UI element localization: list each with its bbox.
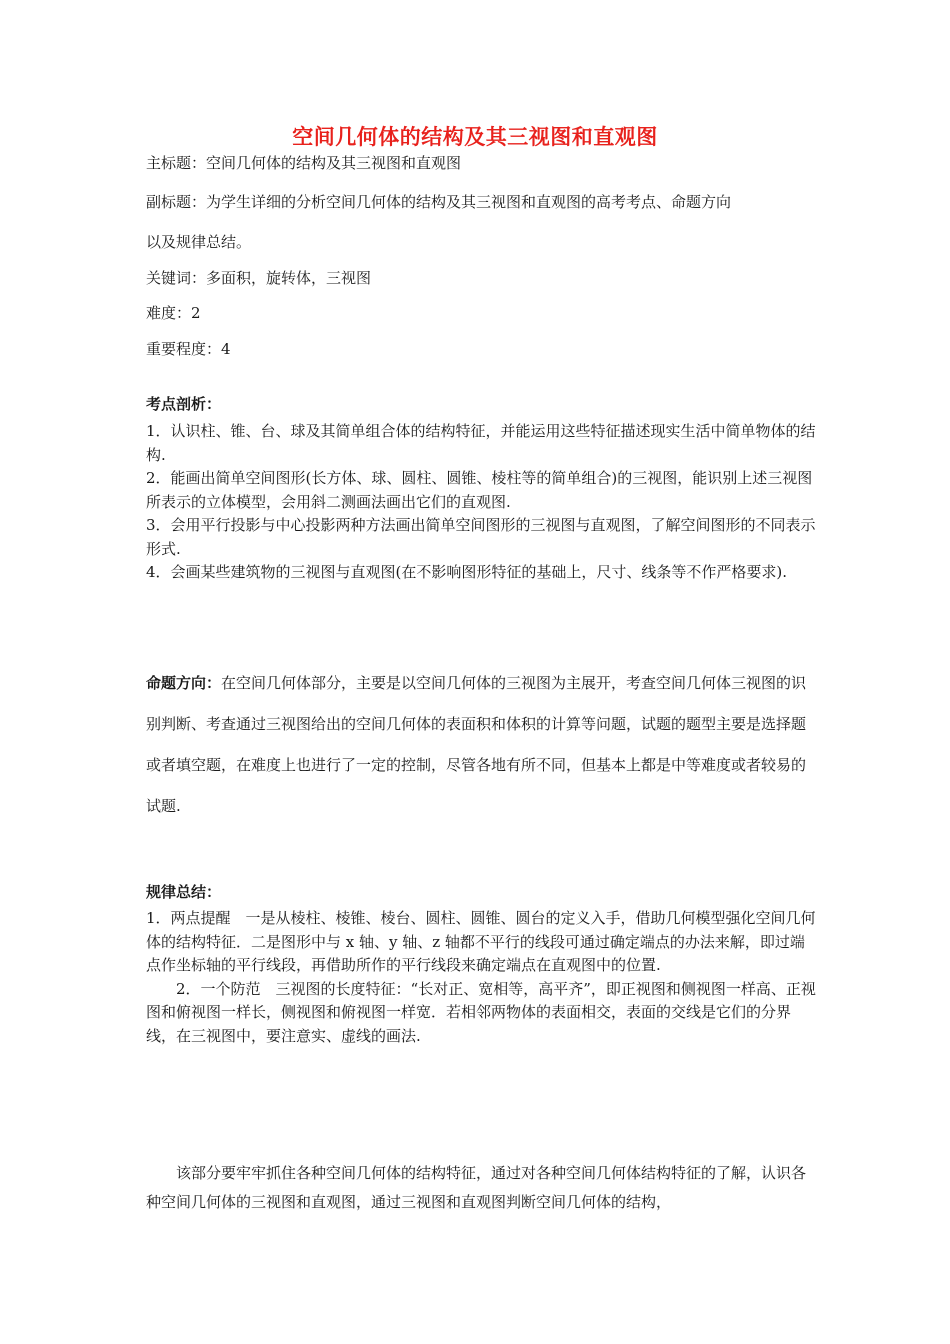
direction-label: 命题方向： (146, 674, 222, 692)
summary-item-1: 1．两点提醒 一是从棱柱、棱锥、棱台、圆柱、圆锥、圆台的定义入手，借助几何模型强化空间几何体的结构特征．二是图形中与 x 轴、y 轴、z 轴都不平行的线段可通过确定端点的办法来解，即过端点作坐标轴的平行线段，再借助所作的平行线段来确定端点在直观图中的位置. (146, 909, 816, 974)
summary-heading: 规律总结： (146, 883, 222, 901)
analysis-item: 3．会用平行投影与中心投影两种方法画出简单空间图形的三视图与直观图，了解空间图形的不同表示形式. (146, 516, 816, 558)
analysis-list (146, 420, 818, 585)
analysis-heading: 考点剖析： (146, 395, 222, 413)
summary-list (146, 907, 818, 1048)
page-title: 空间几何体的结构及其三视图和直观图 (292, 124, 658, 149)
analysis-item: 2．能画出简单空间图形(长方体、球、圆柱、圆锥、棱柱等的简单组合)的三视图，能识别上述三视图所表示的立体模型，会用斜二测画法画出它们的直观图. (146, 469, 813, 511)
analysis-item: 4．会画某些建筑物的三视图与直观图(在不影响图形特征的基础上，尺寸、线条等不作严格要求). (146, 563, 788, 581)
direction-text: 在空间几何体部分，主要是以空间几何体的三视图为主展开，考查空间几何体三视图的识别判断、考查通过三视图给出的空间几何体的表面积和体积的计算等问题，试题的题型主要是选择题或者填空题，在难度上也进行了一定的控制，尽管各地有所不同，但基本上都是中等难度或者较易的试题. (146, 674, 807, 815)
difficulty-line: 难度：2 (146, 304, 201, 322)
subtitle-line-continued: 以及规律总结。 (146, 233, 252, 251)
importance-line: 重要程度：4 (146, 340, 231, 358)
keywords-line: 关键词：多面积，旋转体，三视图 (146, 269, 372, 287)
analysis-item: 1．认识柱、锥、台、球及其简单组合体的结构特征，并能运用这些特征描述现实生活中简单物体的结构. (146, 422, 816, 464)
closing-paragraph: 该部分要牢牢抓住各种空间几何体的结构特征，通过对各种空间几何体结构特征的了解，认识各种空间几何体的三视图和直观图，通过三视图和直观图判断空间几何体的结构， (146, 1164, 807, 1211)
subtitle-line: 副标题：为学生详细的分析空间几何体的结构及其三视图和直观图的高考考点、命题方向 (146, 193, 732, 211)
main-title-line: 主标题：空间几何体的结构及其三视图和直观图 (146, 154, 462, 172)
summary-item-2: 2．一个防范 三视图的长度特征：“长对正、宽相等，高平齐”，即正视图和侧视图一样高、正视图和俯视图一样长，侧视图和俯视图一样宽．若相邻两物体的表面相交，表面的交线是它们的分界线，在三视图中，要注意实、虚线的画法. (146, 979, 816, 1045)
direction-paragraph (146, 663, 818, 827)
